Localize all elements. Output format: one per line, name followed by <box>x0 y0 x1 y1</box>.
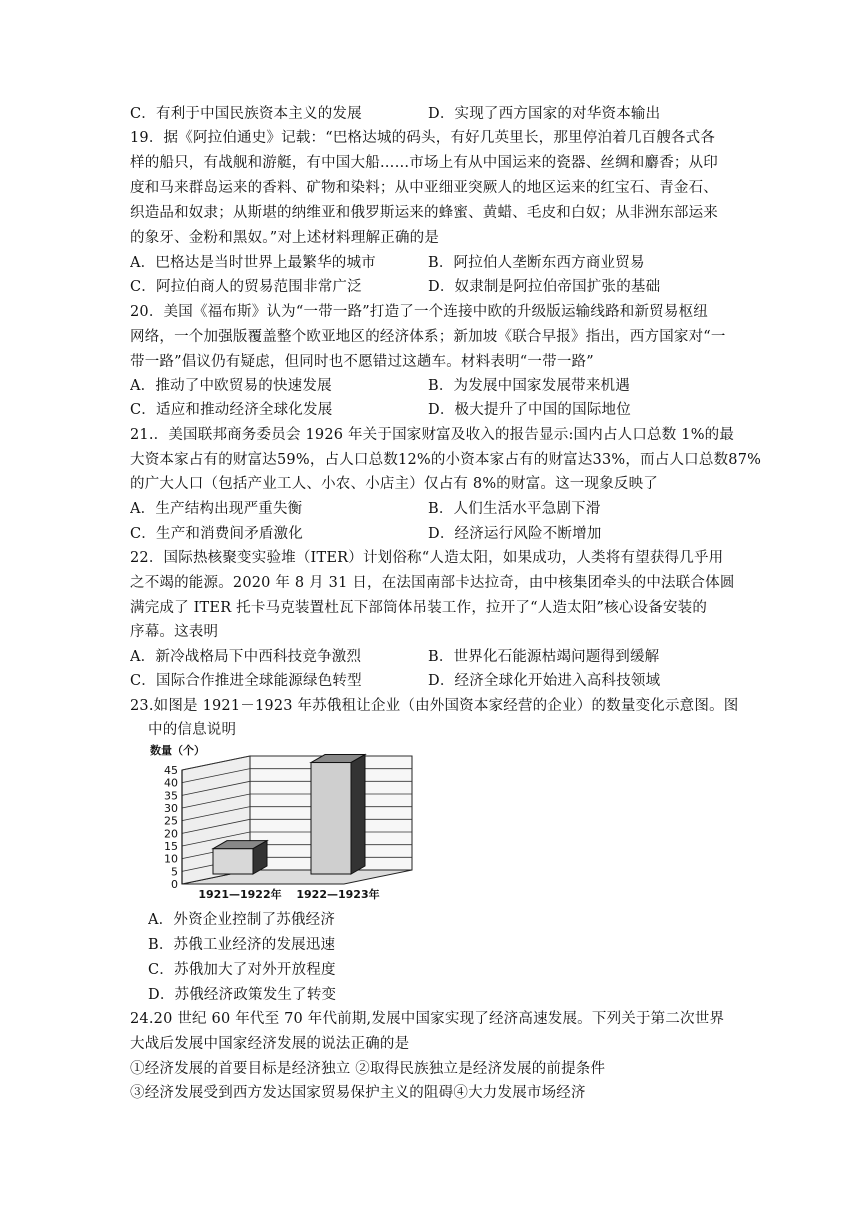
x-category-label: 1922—1923年 <box>296 888 380 900</box>
bar-chart-svg <box>148 742 418 900</box>
q19-option-b: B．阿拉伯人垄断东西方商业贸易 <box>428 255 645 271</box>
q19-option-a: A．巴格达是当时世界上最繁华的城市 <box>130 255 376 271</box>
q23-stem-line: 中的信息说明 <box>148 722 237 738</box>
q21-stem-line: 的广大人口（包括产业工人、小农、小店主）仅占有 8%的财富。这一现象反映了 <box>130 476 659 492</box>
y-tick-label: 35 <box>164 789 178 803</box>
bar-side <box>351 755 365 874</box>
q22-stem-line: 22．国际热核聚变实验堆（ITER）计划俗称“人造太阳，如果成功，人类将有望获得几乎用 <box>130 550 724 566</box>
q20-stem-line: 带一路”倡议仍有疑虑，但同时也不愿错过这趟车。材料表明“一带一路” <box>130 354 594 370</box>
q21-stem-line: 21.．美国联邦商务委员会 1926 年关于国家财富及收入的报告显示:国内占人口总数 1%的最 <box>130 427 735 443</box>
q22-option-b: B．世界化石能源枯竭问题得到缓解 <box>428 649 660 665</box>
q23-option-b: B．苏俄工业经济的发展迅速 <box>148 937 336 953</box>
q19-stem-line: 度和马来群岛运来的香料、矿物和染料；从中亚细亚突厥人的地区运来的红宝石、青金石、 <box>130 180 718 196</box>
q22-option-a: A．新冷战格局下中西科技竞争激烈 <box>130 649 362 665</box>
q24-stem-line: 大战后发展中国家经济发展的说法正确的是 <box>130 1036 410 1052</box>
bar-chart <box>148 742 418 900</box>
y-tick-label: 30 <box>164 802 178 815</box>
q23-option-d: D．苏俄经济政策发生了转变 <box>148 987 337 1003</box>
y-tick-label: 15 <box>164 840 178 853</box>
q21-option-a: A．生产结构出现严重失衡 <box>130 501 303 517</box>
q20-option-d: D．极大提升了中国的国际地位 <box>428 402 631 418</box>
q19-stem-line: 织造品和奴隶；从斯堪的纳维亚和俄罗斯运来的蜂蜜、黄蜡、毛皮和白奴；从非洲东部运来 <box>130 205 718 221</box>
q21-option-c: C．生产和消费间矛盾激化 <box>130 526 303 542</box>
q19-stem-line: 样的船只，有战舰和游艇，有中国大船……市场上有从中国运来的瓷器、丝绸和麝香；从印 <box>130 155 718 171</box>
q19-stem-line: 的象牙、金粉和黑奴。”对上述材料理解正确的是 <box>130 230 440 246</box>
q24-statement-line: ③经济发展受到西方发达国家贸易保护主义的阻碍④大力发展市场经济 <box>130 1085 586 1101</box>
q18-option-d: D．实现了西方国家的对华资本输出 <box>428 106 661 122</box>
q22-stem-line: 满完成了 ITER 托卡马克装置杜瓦下部筒体吊装工作，拉开了“人造太阳”核心设备安装的 <box>130 600 708 616</box>
q20-stem-line: 网络，一个加强版覆盖整个欧亚地区的经济体系；新加坡《联合早报》指出，西方国家对“一 <box>130 329 726 345</box>
q22-option-c: C．国际合作推进全球能源绿色转型 <box>130 673 362 689</box>
q23-option-a: A．外资企业控制了苏俄经济 <box>148 912 336 928</box>
q22-stem-line: 之不竭的能源。2020 年 8 月 31 日，在法国南部卡达拉奇，由中核集团牵头的中法联合体圆 <box>130 575 735 591</box>
q20-stem-line: 20．美国《福布斯》认为“一带一路”打造了一个连接中欧的升级版运输线路和新贸易枢纽 <box>130 304 708 320</box>
bar-front <box>213 849 253 874</box>
x-category-label: 1921—1922年 <box>198 888 282 900</box>
q19-option-c: C．阿拉伯商人的贸易范围非常广泛 <box>130 279 362 295</box>
q24-statement-line: ①经济发展的首要目标是经济独立 ②取得民族独立是经济发展的前提条件 <box>130 1061 606 1077</box>
q19-option-d: D．奴隶制是阿拉伯帝国扩张的基础 <box>428 279 661 295</box>
q20-option-a: A．推动了中欧贸易的快速发展 <box>130 378 332 394</box>
q21-option-b: B．人们生活水平急剧下滑 <box>428 501 601 517</box>
q22-option-d: D．经济全球化开始进入高科技领域 <box>428 673 661 689</box>
y-tick-label: 45 <box>164 764 178 777</box>
y-tick-label: 0 <box>171 878 178 891</box>
q19-stem-line: 19．据《阿拉伯通史》记载：“巴格达城的码头，有好几英里长，那里停泊着几百艘各式各 <box>130 130 716 146</box>
y-tick-label: 40 <box>164 776 178 790</box>
q18-option-c: C．有利于中国民族资本主义的发展 <box>130 106 362 122</box>
q21-stem-line: 大资本家占有的财富达59%，占人口总数12%的小资本家占有的财富达33%，而占人口总数87% <box>130 452 762 468</box>
q20-option-b: B．为发展中国家发展带来机遇 <box>428 378 630 394</box>
bar-front <box>311 763 351 874</box>
q22-stem-line: 序幕。这表明 <box>130 624 219 640</box>
q20-option-c: C．适应和推动经济全球化发展 <box>130 402 333 418</box>
y-tick-label: 10 <box>164 852 178 866</box>
q23-option-c: C．苏俄加大了对外开放程度 <box>148 962 336 978</box>
y-tick-label: 5 <box>171 865 178 879</box>
y-tick-label: 25 <box>164 814 178 828</box>
q23-stem-line: 23.如图是 1921－1923 年苏俄租让企业（由外国资本家经营的企业）的数量变化示意图。图 <box>130 698 739 714</box>
y-tick-label: 20 <box>164 827 178 841</box>
q21-option-d: D．经济运行风险不断增加 <box>428 526 602 542</box>
q24-stem-line: 24.20 世纪 60 年代至 70 年代前期,发展中国家实现了经济高速发展。下列关于第二次世界 <box>130 1011 725 1027</box>
y-axis-label: 数量（个） <box>150 744 205 757</box>
